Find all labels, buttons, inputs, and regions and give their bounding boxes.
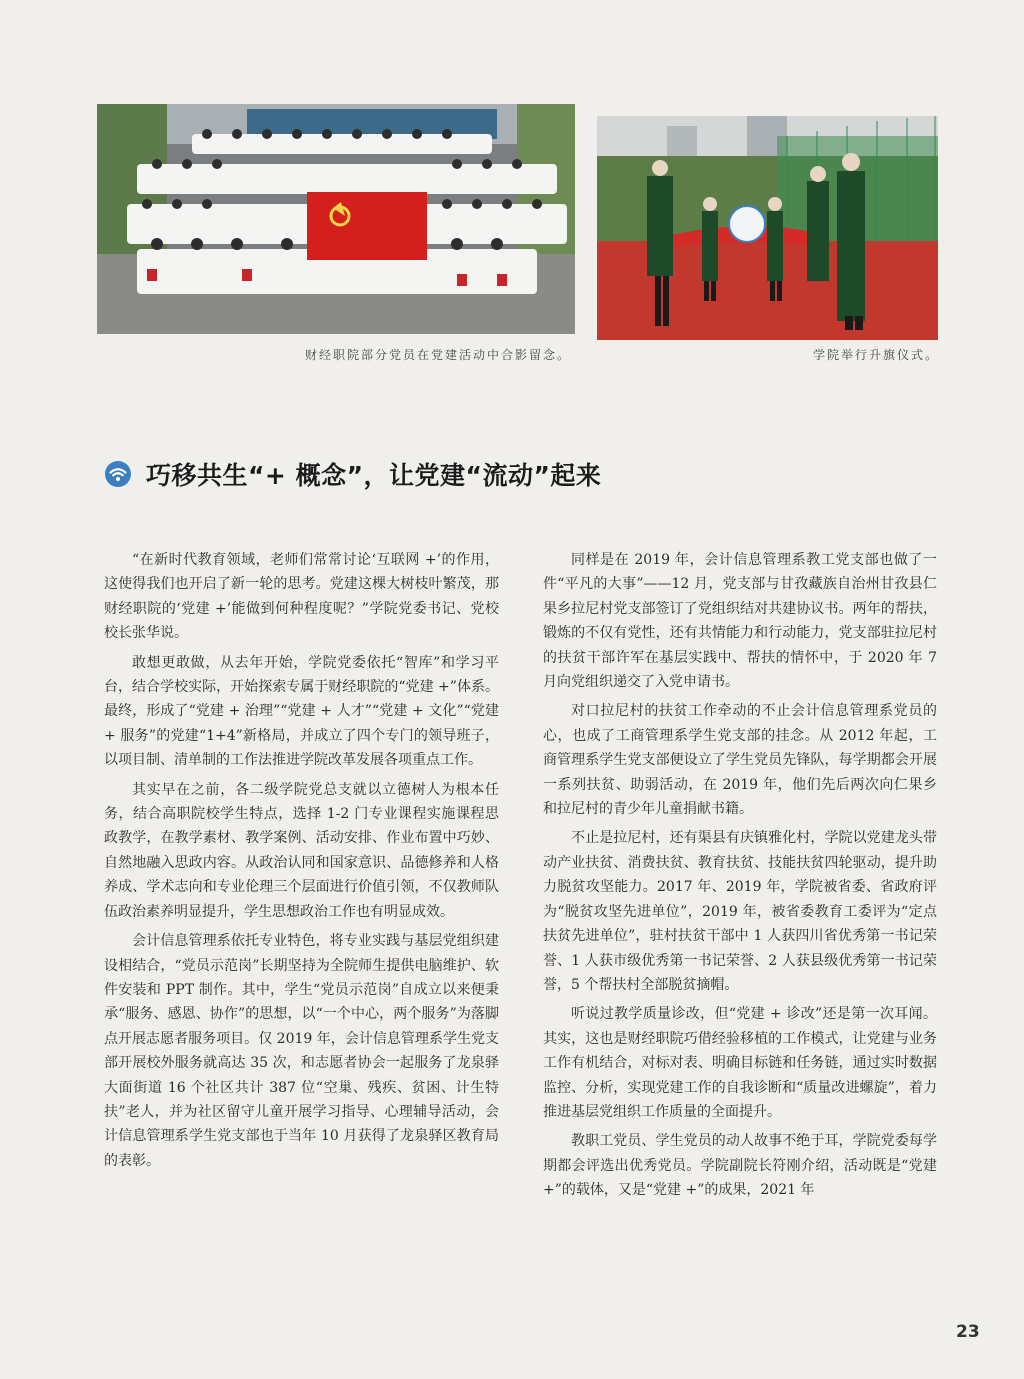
paragraph: 会计信息管理系依托专业特色，将专业实践与基层党组织建设相结合，“党员示范岗”长期坚持为全院师生提供电脑维护、软件安装和 PPT 制作。其中，学生“党员示范岗”自成立以来便秉承“服务、感恩、协作”的思想，以“一个中心，两个服务”为落脚点开展志愿者服务项目。仅 2019 年，会计信息管理系学生党支部开展校外服务就高达 35 次，和志愿者协会一起服务了龙泉驿大面街道 16 个社区共计 387 位“空巢、残疾、贫困、计生特扶”老人，并为社区留守儿童开展学习指导、心理辅导活动，会计信息管理系学生党支部也于当年 10 月获得了龙泉驿区教育局的表彰。 — [104, 933, 499, 1169]
paragraph: 同样是在 2019 年，会计信息管理系教工党支部也做了一件“平凡的大事”——12 月，党支部与甘孜藏族自治州甘孜县仁果乡拉尼村党支部签订了党组织结对共建协议书。两年的帮扶，锻炼的不仅有党性，还有共情能力和行动能力，党支部驻拉尼村的扶贫干部许军在基层实践中、帮扶的情怀中，于 2020 年 7 月向党组织递交了入党申请书。 — [543, 552, 937, 691]
paragraph: 对口拉尼村的扶贫工作牵动的不止会计信息管理系党员的心，也成了工商管理系学生党支部的挂念。从 2012 年起，工商管理系学生党支部便设立了学生党员先锋队，每学期都会开展一系列扶贫、助弱活动，在 2019 年，他们先后两次向仁果乡和拉尼村的青少年儿童捐献书籍。 — [543, 703, 937, 818]
flag-ceremony-photo — [597, 116, 938, 340]
section-heading-text: 巧移共生“+ 概念”，让党建“流动”起来 — [146, 461, 602, 490]
paragraph: 听说过教学质量诊改，但“党建 + 诊改”还是第一次耳闻。其实，这也是财经职院巧借经验移植的工作模式，让党建与业务工作有机结合，对标对表、明确目标链和任务链，通过实时数据监控、分析，实现党建工作的自我诊断和“质量改进螺旋”，着力推进基层党组织工作质量的全面提升。 — [543, 1006, 937, 1120]
flag-ceremony-caption: 学院举行升旗仪式。 — [813, 348, 940, 362]
paragraph: “在新时代教育领域，老师们常常讨论‘互联网 +’的作用，这使得我们也开启了新一轮的思考。党建这棵大树枝叶繁茂，那财经职院的‘党建 +’能做到何种程度呢？”学院党委书记、党校校长张华说。 — [104, 552, 499, 642]
left-text-column — [104, 548, 499, 1178]
right-text-column — [543, 548, 937, 1208]
paragraph: 其实早在之前，各二级学院党总支就以立德树人为根本任务，结合高职院校学生特点，选择 1-2 门专业课程实施课程思政教学，在教学素材、教学案例、活动安排、作业布置中巧妙、自然地融入思政内容。从政治认同和国家意识、品德修养和人格养成、学术志向和专业伦理三个层面进行价值引领，不仅教师队伍政治素养明显提升，学生思想政治工作也有明显成效。 — [104, 781, 499, 920]
page-number: 23 — [956, 1322, 980, 1342]
paragraph: 教职工党员、学生党员的动人故事不绝于耳，学院党委每学期都会评选出优秀党员。学院副院长符刚介绍，活动既是“党建 +”的载体，又是“党建 +”的成果，2021 年 — [543, 1133, 937, 1199]
group-photo — [97, 104, 575, 334]
section-heading — [104, 452, 804, 496]
wifi-icon — [104, 460, 132, 488]
paragraph: 不止是拉尼村，还有渠县有庆镇雅化村，学院以党建龙头带动产业扶贫、消费扶贫、教育扶贫、技能扶贫四轮驱动，提升助力脱贫攻坚能力。2017 年、2019 年，学院被省委、省政府评为“脱贫攻坚先进单位”，2019 年，被省委教育工委评为“定点扶贫先进单位”，驻村扶贫干部中 1 人获四川省优秀第一书记荣誉、1 人获市级优秀第一书记荣誉、2 人获县级优秀第一书记荣誉，5 个帮扶村全部脱贫摘帽。 — [543, 830, 937, 993]
group-photo-caption: 财经职院部分党员在党建活动中合影留念。 — [305, 348, 572, 362]
paragraph: 敢想更敢做，从去年开始，学院党委依托“智库”和学习平台，结合学校实际，开始探索专属于财经职院的“党建 +”体系。最终，形成了“党建 + 治理”“党建 + 人才”“党建 + 文化”“党建 + 服务”的党建“1+4”新格局，并成立了四个专门的领导班子，以项目制、清单制的工作法推进学院改革发展各项重点工作。 — [104, 654, 499, 769]
